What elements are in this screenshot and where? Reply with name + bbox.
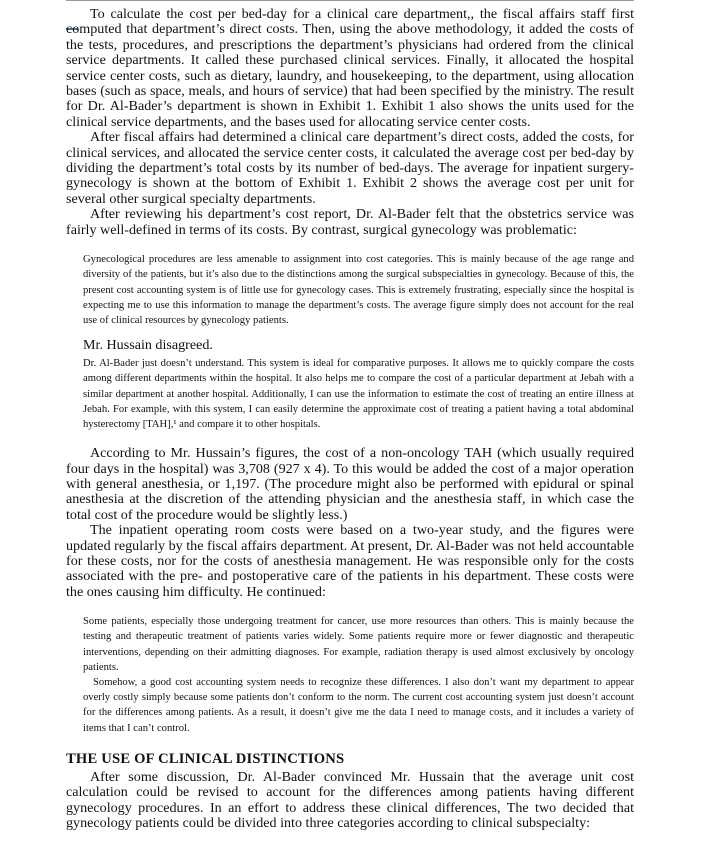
paragraph-operating-room-costs: The inpatient operating room costs were based on a two-year study, and the figures were updated regularly by the fiscal affairs department. At present, Dr. Al-Bader was not held accountable for these costs, nor for the costs of anesthesia management. He was responsible only for the costs associated with the pre- and postoperative care of the patients in his department. These costs were the ones causing him difficulty. He continued: <box>66 522 634 600</box>
speaker-line: Mr. Hussain disagreed. <box>83 337 213 354</box>
paragraph-clinical-distinctions: After some discussion, Dr. Al-Bader convinced Mr. Hussain that the average unit cost calculation could be revised to account for the differences among patients having different gynecology procedures. In an effort to address these clinical differences, The two decided that gynecology patients could be divided into three categories according to clinical subspecialty: <box>66 768 634 832</box>
quote-al-bader-gynecology: Gynecological procedures are less amenable to assignment into cost categories. This is mainly because of the age range and diversity of the patients, but it’s also due to the distinctions among the surgical subspecialties in gynecology. Because of this, the present cost accounting system is of little use for gynecology cases. This is extremely frustrating, especially since the hospital is expecting me to use this information to manage the department’s costs. The average figure simply does not account for the real use of clinical resources by gynecology patients. <box>83 254 634 326</box>
paragraph-average-cost: After fiscal affairs had determined a clinical care department’s direct costs, added the costs, for clinical services, and allocated the service center costs, it calculated the average cost per bed-day by dividing the department’s total costs by its number of bed-days. The average for inpatient surgery-gynecology is shown at the bottom of Exhibit 1. Exhibit 2 shows the average cost per unit for several other surgical specialty departments. <box>66 129 634 207</box>
paragraph-cost-per-bed-day: To calculate the cost per bed-day for a clinical care department,, the fiscal affairs staff first computed that department’s direct costs. Then, using the above methodology, it added the costs of the tests, procedures, and prescriptions the department’s physicians had ordered from the clinical service departments. It called these purchased clinical services. Finally, it allocated the hospital service center costs, such as dietary, laundry, and housekeeping, to the department, using allocation bases (such as space, meals, and hours of service) that had been specified by the ministry. The result for Dr. Al-Bader’s department is shown in Exhibit 1. Exhibit 1 also shows the units used for the clinical service departments, and the bases used for allocating service center costs. <box>66 6 634 130</box>
paragraph-tah-cost: According to Mr. Hussain’s figures, the cost of a non-oncology TAH (which usually required four days in the hospital) was 3,708 (927 x 4). To this would be added the cost of a major operation with general anesthesia, or 1,197. (The procedure might also be performed with epidural or spinal anesthesia at the discretion of the attending physician and the anesthesia staff, in which case the total cost of the procedure would be slightly less.) <box>66 445 634 523</box>
quote-hussain: Dr. Al-Bader just doesn’t understand. This system is ideal for comparative purposes. It allows me to quickly compare the costs among different departments within the hospital. It also helps me to compare the cost of a particular department at Jebah with a similar department at another hospital. Additionally, I can use the information to estimate the cost of treating an entire illness at Jebah. For example, with this system, I can easily determine the approximate cost of treating a patient having a total abdominal hysterectomy [TAH],¹ and compare it to other hospitals. <box>83 358 634 430</box>
quote-al-bader-resources: Some patients, especially those undergoing treatment for cancer, use more resources than others. This is mainly because the testing and therapeutic treatment of patients varies widely. Some patients require more or fewer diagnostic and therapeutic interventions, depending on their admitting diagnoses. For example, radiation therapy is used almost exclusively by oncology patients. <box>83 616 634 673</box>
document-page <box>66 0 634 831</box>
paragraph-cost-report-review: After reviewing his department’s cost report, Dr. Al-Bader felt that the obstetrics service was fairly well-defined in terms of its costs. By contrast, surgical gynecology was problematic: <box>66 206 634 238</box>
section-heading: THE USE OF CLINICAL DISTINCTIONS <box>66 750 345 767</box>
quote-al-bader-accounting-system: Somehow, a good cost accounting system needs to recognize these differences. I also don’t want my department to appear overly costly simply because some patients don’t conform to the norm. The current cost accounting system just doesn’t account for the differences among patients. As a result, it doesn’t give me the data I need to manage costs, and it includes a variety of items that I can’t control. <box>83 677 634 734</box>
